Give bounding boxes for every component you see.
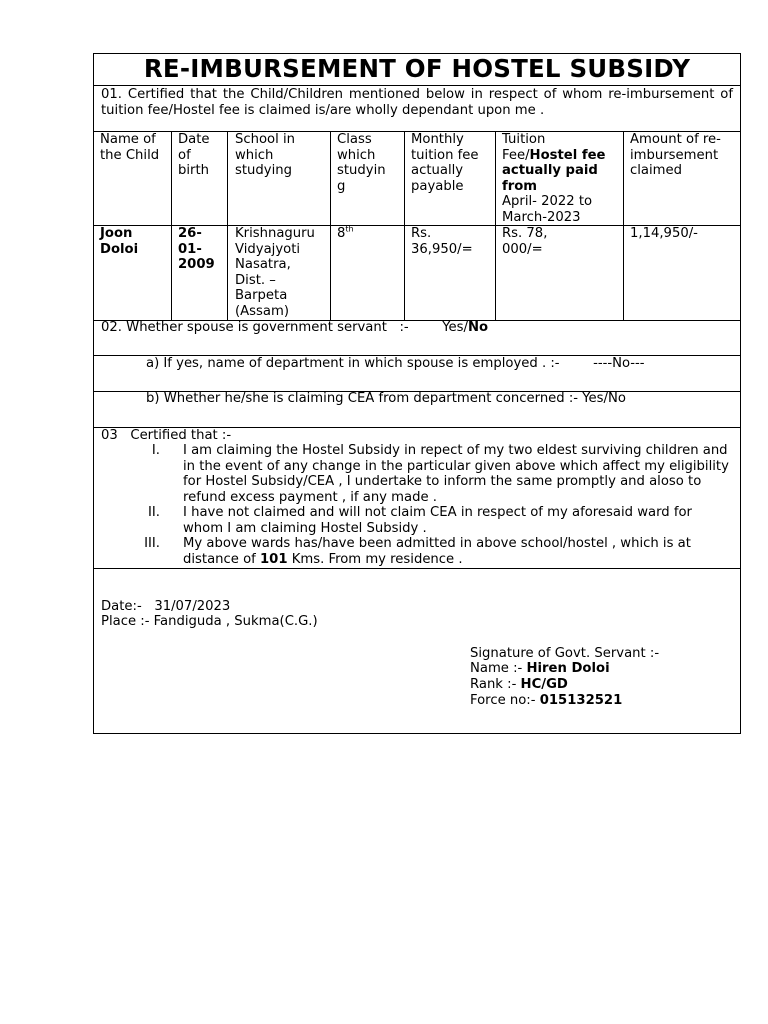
q3-item-line: My above wards has/have been admitted in above school/hostel , which is at: [183, 536, 691, 551]
tuition-fee-line: Rs. 78,: [502, 226, 548, 241]
q3-item-text: [183, 536, 739, 567]
dob-part: 01-: [178, 241, 202, 257]
rank-label: Rank :-: [470, 677, 521, 692]
child-first-name: Joon: [100, 226, 133, 241]
q3-item-line: [183, 552, 739, 568]
servant-name: [470, 661, 610, 677]
form-title: RE-IMBURSEMENT OF HOSTEL SUBSIDY: [143, 54, 691, 83]
q3-item-number: II.: [148, 505, 160, 520]
school-line: Nasatra,: [235, 257, 291, 272]
header-tuition-period: April- 2022 to March-2023: [502, 194, 593, 225]
monthly-fee-line: Rs.: [411, 226, 432, 241]
header-class-line: studyin: [337, 163, 386, 178]
q2-a-department: a) If yes, name of department in which spouse is employed . :- ----No---: [146, 356, 645, 371]
row-school: [235, 226, 329, 319]
q3-item-number: I.: [151, 443, 160, 458]
header-tuition-bold: Hostel fee actually paid from: [502, 147, 606, 194]
header-name-of-child: Name of the Child: [100, 132, 160, 163]
tuition-fee-line: 000/=: [502, 241, 543, 257]
dob-part: 26-: [178, 226, 202, 241]
row-monthly-fee: [411, 226, 493, 257]
date-value: 31/07/2023: [154, 599, 231, 614]
header-class-line: g: [337, 178, 346, 194]
distance-suffix: Kms. From my residence .: [287, 551, 463, 567]
name-label: Name :-: [470, 661, 527, 676]
name-value: Hiren Doloi: [526, 661, 610, 676]
servant-force-no: [470, 693, 622, 709]
monthly-fee-line: 36,950/=: [411, 241, 473, 257]
school-line: Barpeta: [235, 288, 288, 303]
date-line: [101, 599, 230, 615]
dob-part: 2009: [178, 257, 215, 272]
q2-spouse-govt: [101, 320, 737, 336]
servant-rank: [470, 677, 568, 693]
force-label: Force no:-: [470, 693, 540, 708]
place-line: Place :- Fandiguda , Sukma(C.G.): [101, 614, 318, 629]
q3-item-text: I have not claimed and will not claim CEA in respect of my aforesaid ward for whom I am claiming Hostel Subsidy .: [183, 505, 692, 536]
distance-value: 101: [259, 551, 288, 567]
q2-text: 02. Whether spouse is government servant :- Yes/: [101, 320, 468, 335]
row-class: [337, 226, 401, 242]
school-line: (Assam): [235, 303, 289, 319]
header-tuition-fee: [502, 132, 620, 225]
divider: [94, 568, 740, 569]
school-line: Vidyajyoti: [235, 241, 301, 257]
row-tuition-fee: [502, 226, 620, 257]
q2-answer: No: [467, 320, 489, 335]
row-amount-claimed: 1,14,950/-: [630, 226, 698, 241]
distance-prefix: distance of: [183, 551, 260, 567]
header-date-of-birth: Date of birth: [178, 132, 210, 178]
force-value: 015132521: [539, 693, 623, 708]
school-line: Krishnaguru: [235, 226, 315, 241]
school-line: Dist. –: [235, 272, 276, 288]
header-amount-claimed: Amount of re-imbursement claimed: [630, 132, 721, 178]
class-suffix: th: [345, 224, 354, 234]
q3-heading: 03 Certified that :-: [101, 428, 232, 443]
row-dob: [178, 226, 224, 273]
date-label: Date:-: [101, 599, 142, 614]
header-monthly-fee: Monthly tuition fee actually payable: [411, 132, 479, 194]
header-class-line: which: [337, 147, 376, 163]
rank-value: HC/GD: [520, 677, 568, 692]
q3-item-number: III.: [144, 536, 160, 551]
q2-b-cea: b) Whether he/she is claiming CEA from department concerned :- Yes/No: [146, 391, 626, 406]
row-child-name: [100, 226, 168, 257]
divider: [94, 85, 740, 86]
header-class: [337, 132, 401, 194]
header-school: School in which studying: [235, 132, 295, 178]
class-number: 8: [337, 226, 346, 241]
header-class-line: Class: [337, 132, 372, 147]
child-last-name: Doloi: [100, 241, 139, 257]
header-tuition-prefix: Tuition Fee/: [502, 132, 546, 163]
q3-item-text: I am claiming the Hostel Subsidy in repect of my two eldest surviving children and in the event of any change in the particular given above which affect my eligibility for Hostel Subsidy/CEA , I undertake to inform the same promptly and aloso to refund excess payment , if any made .: [183, 443, 729, 505]
reimbursement-form: [93, 53, 741, 734]
signature-label: Signature of Govt. Servant :-: [470, 646, 660, 661]
certificate-statement: 01. Certified that the Child/Children mentioned below in respect of whom re-imbursement of tuition fee/Hostel fee is claimed is/are wholly dependant upon me .: [101, 87, 733, 118]
